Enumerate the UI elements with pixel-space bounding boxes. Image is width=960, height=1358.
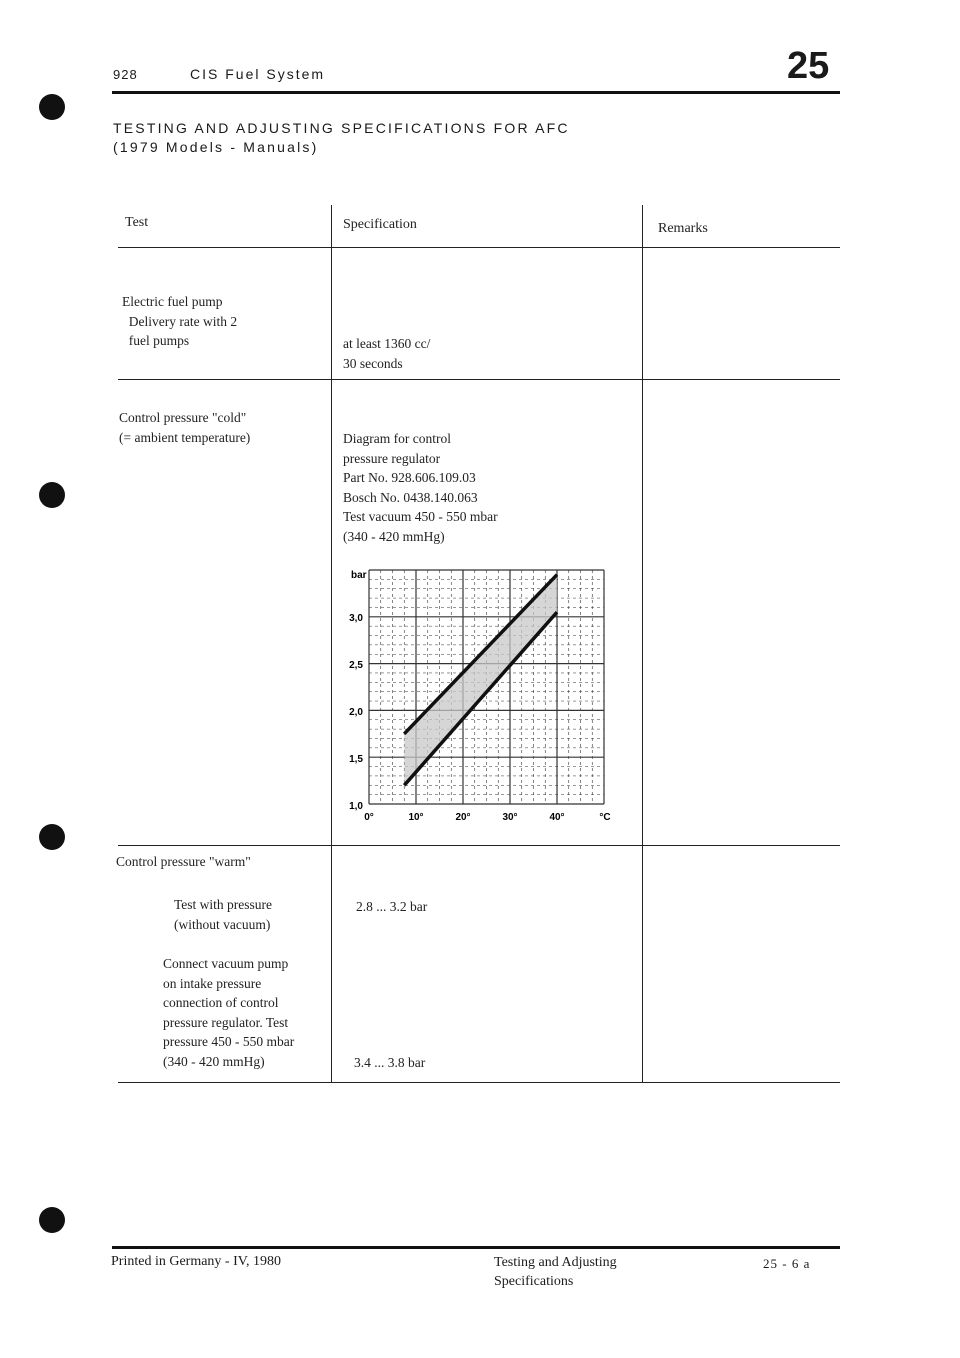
row-spec-without-vacuum: 2.8 ... 3.2 bar bbox=[356, 899, 428, 914]
x-axis-unit: °C bbox=[599, 812, 611, 823]
y-tick-label: 1,5 bbox=[349, 754, 363, 765]
row-spec-with-vacuum: 3.4 ... 3.8 bar bbox=[354, 1055, 426, 1070]
x-tick-label: 30° bbox=[502, 812, 518, 823]
footer-page-number: 25 - 6 a bbox=[763, 1256, 811, 1271]
binder-hole bbox=[39, 824, 65, 850]
header-rule bbox=[112, 91, 840, 94]
header-system: CIS Fuel System bbox=[190, 66, 326, 82]
x-tick-label: 20° bbox=[455, 812, 471, 823]
y-tick-label: 1,0 bbox=[349, 801, 363, 812]
column-header-remarks: Remarks bbox=[658, 221, 708, 236]
x-tick-label: 40° bbox=[549, 812, 565, 823]
row-test-warm-pressure: Control pressure "warm" bbox=[116, 854, 251, 869]
y-tick-label: 3,0 bbox=[349, 613, 363, 624]
lower-limit-line bbox=[404, 612, 557, 785]
footer-rule bbox=[112, 1246, 840, 1249]
y-tick-label: 2,0 bbox=[349, 707, 363, 718]
table-row-rule bbox=[118, 379, 840, 380]
row-subtest-without-vacuum: Test with pressure (without vacuum) bbox=[174, 897, 273, 932]
table-bottom-rule bbox=[118, 1082, 840, 1083]
header-model: 928 bbox=[113, 67, 138, 82]
page-subtitle: (1979 Models - Manuals) bbox=[113, 139, 319, 155]
footer-topic-line2: Specifications bbox=[494, 1274, 574, 1289]
y-tick-label: 2,5 bbox=[349, 660, 363, 671]
column-header-specification: Specification bbox=[343, 217, 417, 232]
header-section: 25 bbox=[787, 45, 830, 87]
column-divider bbox=[642, 205, 643, 1082]
row-test-fuel-pump: Electric fuel pump Delivery rate with 2 fuel pumps bbox=[122, 294, 238, 348]
footer-printed: Printed in Germany - IV, 1980 bbox=[111, 1254, 282, 1269]
binder-hole bbox=[39, 1207, 65, 1233]
row-spec-fuel-pump: at least 1360 cc/ 30 seconds bbox=[343, 336, 431, 371]
x-tick-label: 10° bbox=[408, 812, 424, 823]
table-row-rule bbox=[118, 845, 840, 846]
table-header-rule bbox=[118, 247, 840, 248]
row-test-cold-pressure: Control pressure "cold" (= ambient temperature) bbox=[119, 410, 251, 445]
column-header-test: Test bbox=[125, 215, 149, 230]
control-pressure-chart bbox=[335, 558, 635, 828]
y-axis-unit: bar bbox=[351, 570, 367, 581]
column-divider bbox=[331, 205, 332, 1082]
binder-hole bbox=[39, 482, 65, 508]
page-title: TESTING AND ADJUSTING SPECIFICATIONS FOR AFC bbox=[113, 120, 570, 136]
row-spec-cold-pressure: Diagram for control pressure regulator Part No. 928.606.109.03 Bosch No. 0438.140.063 Test vacuum 450 - 550 mbar (340 - 420 mmHg) bbox=[343, 431, 498, 544]
tolerance-band bbox=[404, 575, 557, 786]
x-tick-label: 0° bbox=[364, 812, 374, 823]
binder-hole bbox=[39, 94, 65, 120]
footer-topic-line1: Testing and Adjusting bbox=[494, 1255, 617, 1270]
row-subtest-with-vacuum: Connect vacuum pump on intake pressure connection of control pressure regulator. Test pressure 450 - 550 mbar (340 - 420 mmHg) bbox=[163, 956, 295, 1069]
